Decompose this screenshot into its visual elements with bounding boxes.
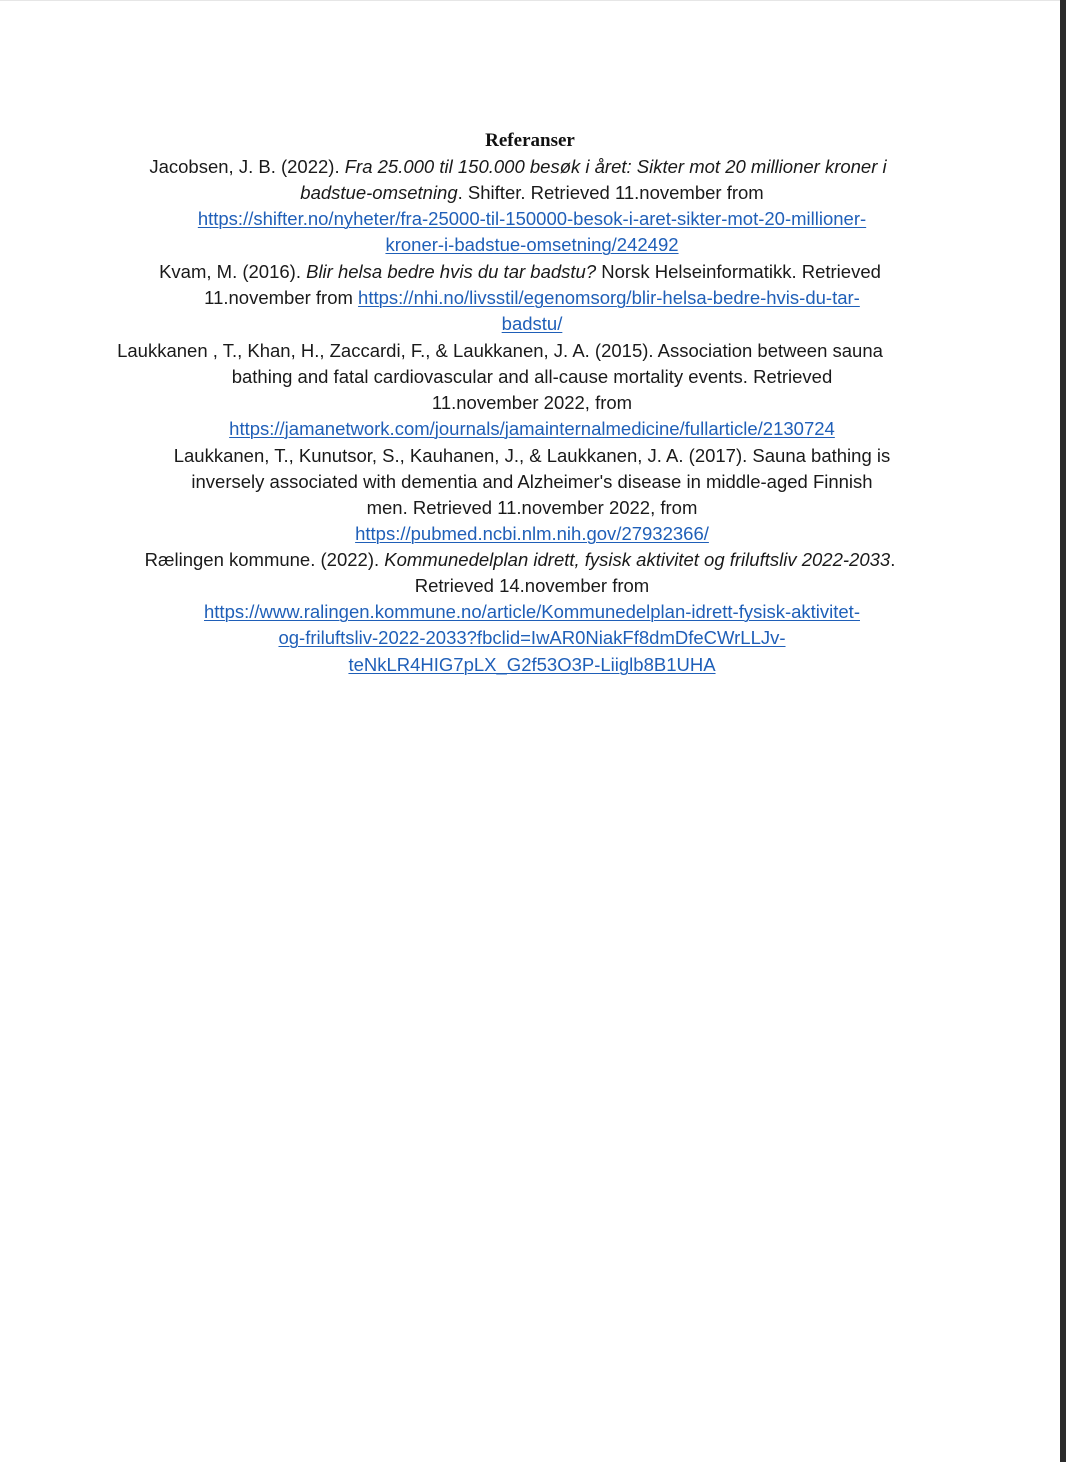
reference-jacobsen-url-line1 [0, 206, 1064, 232]
reference-link[interactable]: https://pubmed.ncbi.nlm.nih.gov/27932366/ [355, 523, 709, 544]
reference-link[interactable]: og-friluftsliv-2022-2033?fbclid=IwAR0NiakFf8dmDfeCWrLLJv- [278, 627, 786, 648]
ref-text: Retrieved 14.november from [414, 575, 650, 596]
ref-text: Kvam, M. (2016). [159, 261, 307, 282]
reference-jacobsen-url-line2 [0, 232, 1064, 258]
reference-ralingen-url-line2 [0, 625, 1064, 651]
ref-text: 11.november from [204, 287, 359, 308]
reference-link[interactable]: badstu/ [501, 313, 563, 334]
reference-link[interactable]: kroner-i-badstue-omsetning/242492 [385, 234, 679, 255]
ref-title-italic: Fra 25.000 til 150.000 besøk i året: Sikter mot 20 millioner kroner i [344, 156, 887, 177]
reference-link[interactable]: https://nhi.no/livsstil/egenomsorg/blir-helsa-bedre-hvis-du-tar- [358, 287, 860, 308]
reference-ralingen-url-line3 [0, 652, 1064, 678]
reference-laukkanen2015-url [0, 416, 1064, 442]
reference-laukkanen2015-line2 [0, 364, 1064, 390]
ref-text: Rælingen kommune. (2022). [144, 549, 385, 570]
ref-text: Laukkanen, T., Kunutsor, S., Kauhanen, J., & Laukkanen, J. A. (2017). Sauna bathing is [173, 445, 891, 466]
ref-title-italic: Blir helsa bedre hvis du tar badstu? [306, 261, 597, 282]
reference-jacobsen-line1 [0, 154, 1050, 180]
reference-ralingen-url-line1 [0, 599, 1064, 625]
reference-laukkanen2015-line3 [0, 390, 1064, 416]
reference-laukkanen2017-line2 [0, 469, 1064, 495]
reference-kvam-url-line2 [0, 311, 1064, 337]
reference-kvam-line1 [0, 259, 1052, 285]
ref-text: . Shifter. Retrieved 11.november from [457, 182, 764, 203]
reference-link[interactable]: https://www.ralingen.kommune.no/article/Kommunedelplan-idrett-fysisk-aktivitet- [204, 601, 860, 622]
ref-text: . [890, 549, 896, 570]
references-heading: Referanser [485, 130, 575, 151]
ref-text: men. Retrieved 11.november 2022, from [366, 497, 698, 518]
reference-kvam-line2 [0, 285, 1064, 311]
ref-text: Laukkanen , T., Khan, H., Zaccardi, F., & Laukkanen, J. A. (2015). Association between sauna [117, 340, 883, 361]
reference-laukkanen2015-line1 [0, 338, 1032, 364]
reference-laukkanen2017-url [0, 521, 1064, 547]
reference-laukkanen2017-line1 [0, 443, 1064, 469]
ref-text: inversely associated with dementia and Alzheimer's disease in middle-aged Finnish [191, 471, 873, 492]
reference-link[interactable]: https://jamanetwork.com/journals/jamainternalmedicine/fullarticle/2130724 [229, 418, 835, 439]
ref-text: Jacobsen, J. B. (2022). [149, 156, 345, 177]
ref-title-italic: badstue-omsetning [300, 182, 458, 203]
ref-text: bathing and fatal cardiovascular and all-cause mortality events. Retrieved [231, 366, 833, 387]
ref-text: 11.november 2022, from [431, 392, 633, 413]
reference-link[interactable]: https://shifter.no/nyheter/fra-25000-til-150000-besok-i-aret-sikter-mot-20-millioner- [197, 208, 867, 229]
ref-title-italic: Kommunedelplan idrett, fysisk aktivitet og friluftsliv 2022-2033 [384, 549, 891, 570]
reference-ralingen-line1 [0, 547, 1052, 573]
ref-text: Norsk Helseinformatikk. Retrieved [596, 261, 881, 282]
reference-ralingen-line2 [0, 573, 1064, 599]
reference-laukkanen2017-line3 [0, 495, 1064, 521]
page-edge-border [1060, 0, 1066, 1462]
reference-link[interactable]: teNkLR4HIG7pLX_G2f53O3P-Liiglb8B1UHA [348, 654, 716, 675]
reference-jacobsen-line2 [0, 180, 1064, 206]
